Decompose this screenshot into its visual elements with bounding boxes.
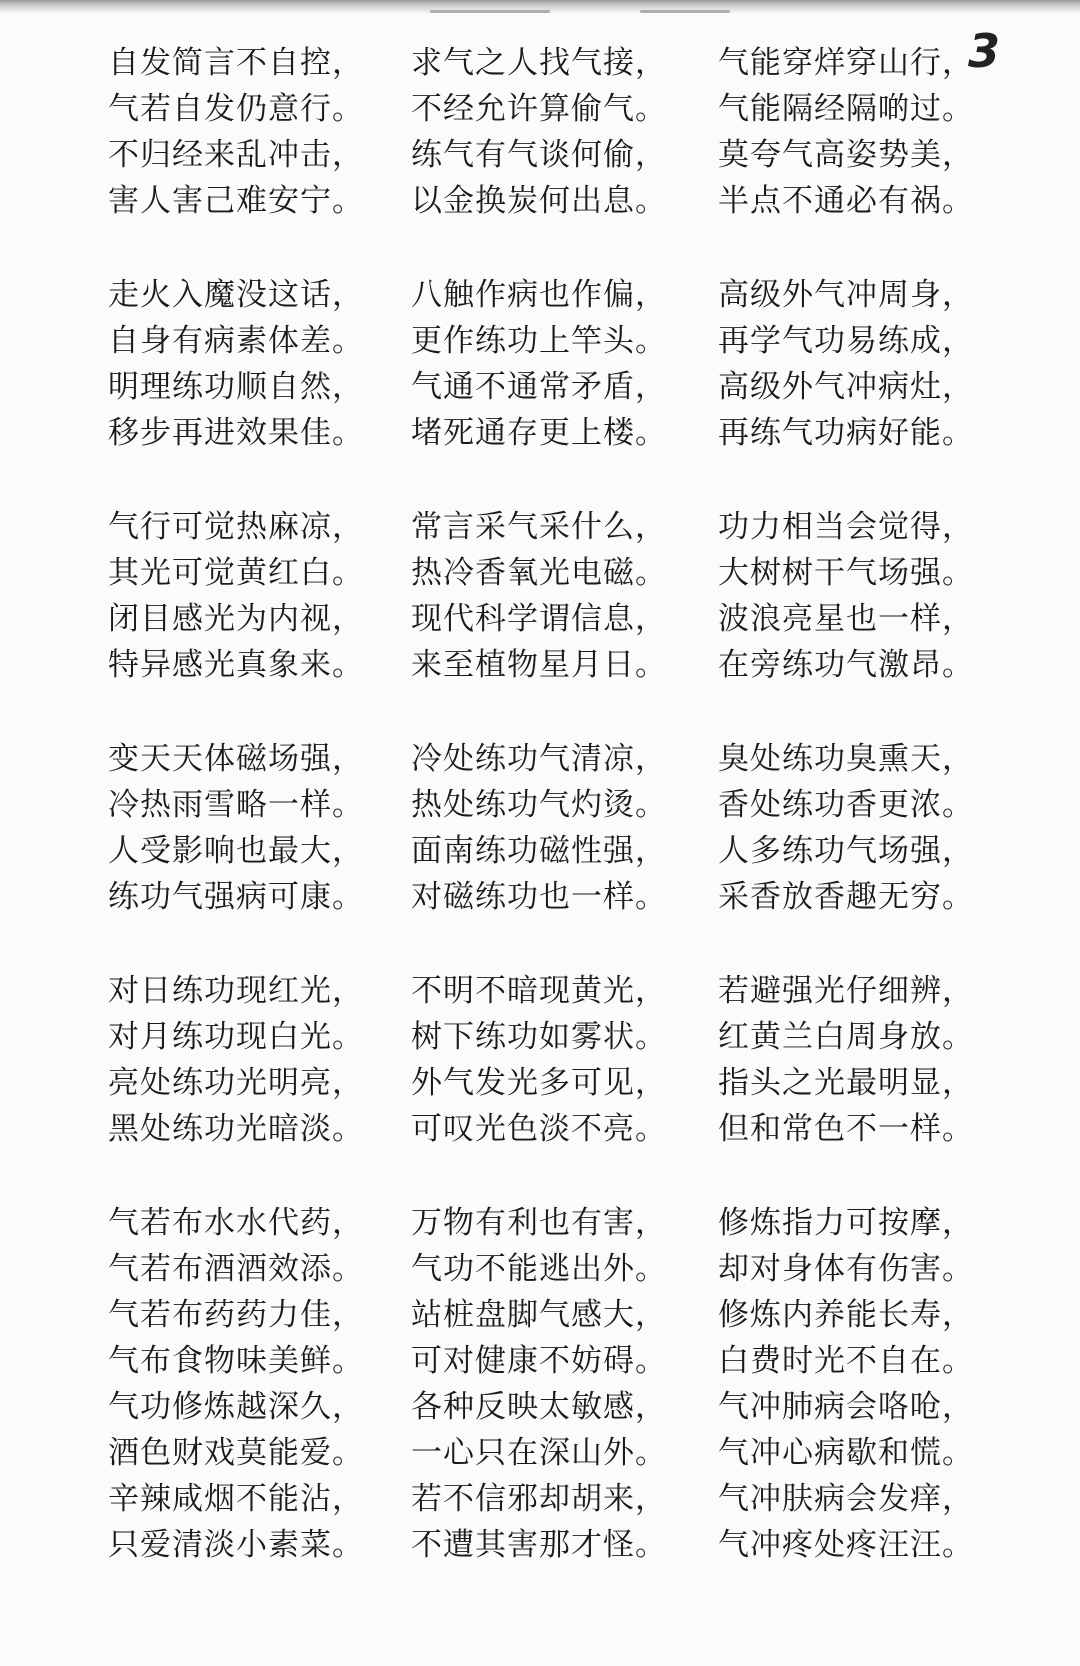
stanza <box>108 1200 364 1568</box>
poem-line: 各种反映太敏感， <box>411 1389 667 1425</box>
stanza <box>411 736 667 920</box>
poem-line: 采香放香趣无穷。 <box>718 879 974 915</box>
poem-line: 红黄兰白周身放。 <box>718 1019 974 1055</box>
poem-line: 热冷香氧光电磁。 <box>411 555 667 591</box>
poem-line: 冷处练功气清凉， <box>411 741 667 777</box>
stanza-row <box>108 40 1008 272</box>
poem-line: 练气有气谈何偷， <box>411 137 667 173</box>
stanza <box>108 40 364 224</box>
poem-line: 高级外气冲病灶， <box>718 369 974 405</box>
poem-line: 若不信邪却胡来， <box>411 1481 667 1517</box>
stanza <box>718 736 974 920</box>
poem-line: 外气发光多可见， <box>411 1065 667 1101</box>
poem-line: 指头之光最明显， <box>718 1065 974 1101</box>
poem-line: 不归经来乱冲击， <box>108 137 364 173</box>
poem-line: 面南练功磁性强， <box>411 833 667 869</box>
poem-line: 修炼指力可按摩， <box>718 1205 974 1241</box>
stanza <box>108 736 364 920</box>
scan-streak <box>640 10 730 13</box>
poem-line: 只爱清淡小素菜。 <box>108 1527 364 1563</box>
poem-line: 冷热雨雪略一样。 <box>108 787 364 823</box>
stanza-row <box>108 272 1008 504</box>
stanza <box>411 272 667 456</box>
poem-line: 再练气功病好能。 <box>718 415 974 451</box>
poem-line: 以金换炭何出息。 <box>411 183 667 219</box>
poem-line: 修炼内养能长寿， <box>718 1297 974 1333</box>
poem-line: 堵死通存更上楼。 <box>411 415 667 451</box>
poem-line: 气冲疼处疼汪汪。 <box>718 1527 974 1563</box>
poem-line: 气能穿烊穿山行， <box>718 45 974 81</box>
poem-line: 不遭其害那才怪。 <box>411 1527 667 1563</box>
poem-line: 对磁练功也一样。 <box>411 879 667 915</box>
poem-line: 香处练功香更浓。 <box>718 787 974 823</box>
poem-line: 热处练功气灼烫。 <box>411 787 667 823</box>
poem-line: 却对身体有伤害。 <box>718 1251 974 1287</box>
stanza <box>718 968 974 1152</box>
stanza <box>108 968 364 1152</box>
poem-line: 其光可觉黄红白。 <box>108 555 364 591</box>
poem-line: 气功修炼越深久， <box>108 1389 364 1425</box>
stanza-row <box>108 736 1008 968</box>
poem-line: 气冲肤病会发痒， <box>718 1481 974 1517</box>
stanza-row <box>108 1200 1008 1580</box>
poem-line: 气行可觉热麻凉， <box>108 509 364 545</box>
poem-line: 再学气功易练成， <box>718 323 974 359</box>
poem-line: 在旁练功气激昂。 <box>718 647 974 683</box>
stanza <box>411 968 667 1152</box>
poem-line: 气通不通常矛盾， <box>411 369 667 405</box>
stanza <box>108 504 364 688</box>
stanza <box>718 272 974 456</box>
stanza <box>411 40 667 224</box>
stanza-row <box>108 968 1008 1200</box>
poem-line: 走火入魔没这话， <box>108 277 364 313</box>
stanza <box>718 40 974 224</box>
poem-line: 站桩盘脚气感大， <box>411 1297 667 1333</box>
poem-line: 高级外气冲周身， <box>718 277 974 313</box>
stanza-row <box>108 504 1008 736</box>
poem-line: 气若自发仍意行。 <box>108 91 364 127</box>
poem-line: 臭处练功臭熏天， <box>718 741 974 777</box>
poem-line: 明理练功顺自然， <box>108 369 364 405</box>
poem-line: 不明不暗现黄光， <box>411 973 667 1009</box>
poem-line: 但和常色不一样。 <box>718 1111 974 1147</box>
poem-line: 白费时光不自在。 <box>718 1343 974 1379</box>
poem-line: 气功不能逃出外。 <box>411 1251 667 1287</box>
poem-line: 不经允许算偷气。 <box>411 91 667 127</box>
poem-line: 来至植物星月日。 <box>411 647 667 683</box>
poem-line: 气若布酒酒效添。 <box>108 1251 364 1287</box>
poem-line: 一心只在深山外。 <box>411 1435 667 1471</box>
poem-line: 若避强光仔细辨， <box>718 973 974 1009</box>
poem-line: 万物有利也有害， <box>411 1205 667 1241</box>
scan-streak <box>430 10 550 13</box>
poem-line: 对日练功现红光， <box>108 973 364 1009</box>
page-number: 3 <box>968 24 1001 78</box>
poem-line: 常言采气采什么， <box>411 509 667 545</box>
stanza <box>411 1200 667 1568</box>
poem-line: 莫夸气高姿势美， <box>718 137 974 173</box>
poem-line: 闭目感光为内视， <box>108 601 364 637</box>
poem-line: 人受影响也最大， <box>108 833 364 869</box>
poem-line: 功力相当会觉得， <box>718 509 974 545</box>
poem-line: 可对健康不妨碍。 <box>411 1343 667 1379</box>
poem-line: 亮处练功光明亮， <box>108 1065 364 1101</box>
poem-line: 害人害己难安宁。 <box>108 183 364 219</box>
poem-line: 八触作病也作偏， <box>411 277 667 313</box>
stanza <box>718 504 974 688</box>
poem-line: 自发简言不自控， <box>108 45 364 81</box>
poem-line: 求气之人找气接， <box>411 45 667 81</box>
poem-line: 现代科学谓信息， <box>411 601 667 637</box>
stanza <box>718 1200 974 1568</box>
poem-line: 变天天体磁场强， <box>108 741 364 777</box>
poem-line: 气冲肺病会咯呛， <box>718 1389 974 1425</box>
poem-line: 半点不通必有祸。 <box>718 183 974 219</box>
poem-line: 人多练功气场强， <box>718 833 974 869</box>
poem-line: 练功气强病可康。 <box>108 879 364 915</box>
poem-line: 可叹光色淡不亮。 <box>411 1111 667 1147</box>
poem-line: 大树树干气场强。 <box>718 555 974 591</box>
poem-line: 气布食物味美鲜。 <box>108 1343 364 1379</box>
poem-line: 辛辣咸烟不能沾， <box>108 1481 364 1517</box>
poem-line: 自身有病素体差。 <box>108 323 364 359</box>
poem-line: 黑处练功光暗淡。 <box>108 1111 364 1147</box>
poem-line: 气能隔经隔啲过。 <box>718 91 974 127</box>
poem-grid <box>108 40 1008 1580</box>
poem-line: 酒色财戏莫能爱。 <box>108 1435 364 1471</box>
poem-line: 移步再进效果佳。 <box>108 415 364 451</box>
poem-line: 气若布药药力佳， <box>108 1297 364 1333</box>
poem-line: 特异感光真象来。 <box>108 647 364 683</box>
stanza <box>108 272 364 456</box>
poem-line: 更作练功上竿头。 <box>411 323 667 359</box>
poem-line: 气若布水水代药， <box>108 1205 364 1241</box>
poem-line: 气冲心病歇和慌。 <box>718 1435 974 1471</box>
poem-line: 波浪亮星也一样， <box>718 601 974 637</box>
poem-line: 树下练功如雾状。 <box>411 1019 667 1055</box>
poem-line: 对月练功现白光。 <box>108 1019 364 1055</box>
stanza <box>411 504 667 688</box>
